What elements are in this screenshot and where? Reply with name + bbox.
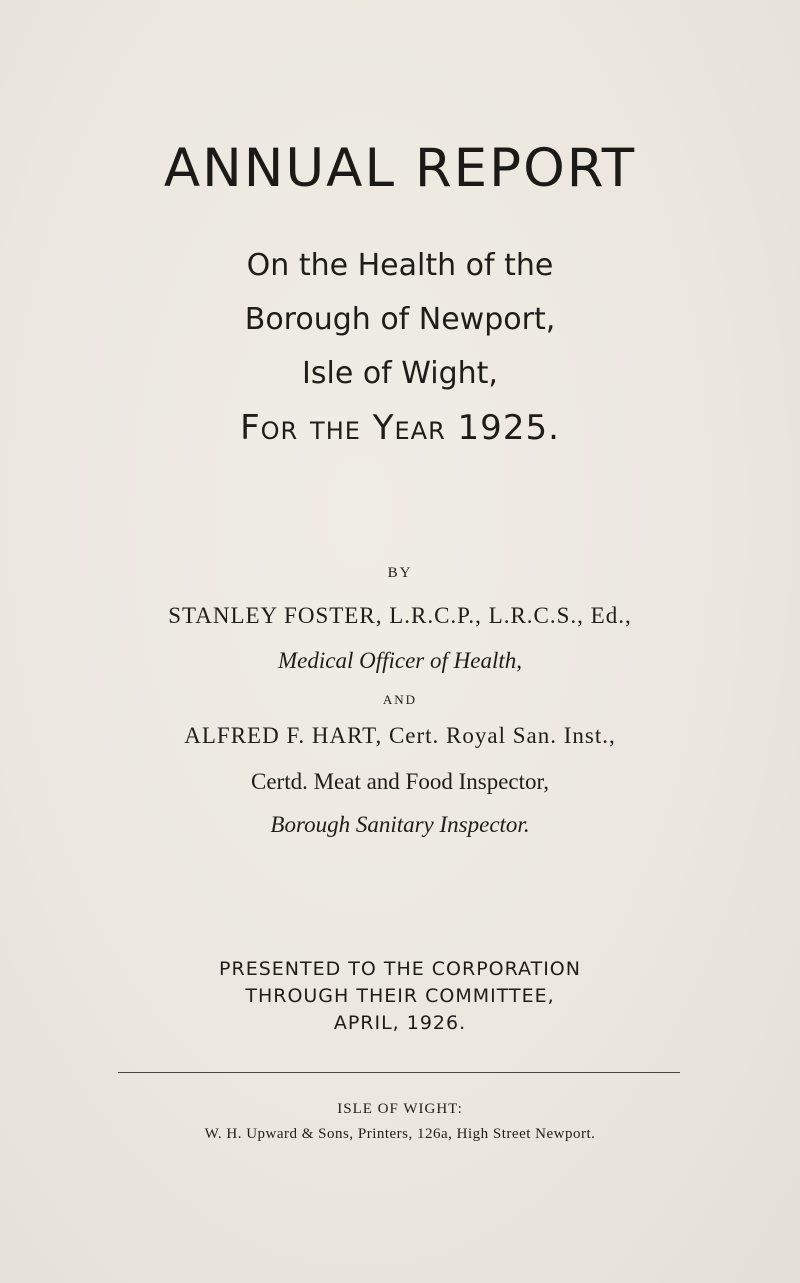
subtitle-line-3: Isle of Wight, bbox=[302, 356, 498, 391]
author-1-name: STANLEY FOSTER, L.R.C.P., L.R.C.S., Ed., bbox=[168, 603, 632, 628]
and-label: AND bbox=[382, 692, 418, 707]
author-1-role: Medical Officer of Health, bbox=[278, 648, 522, 673]
by-label: BY bbox=[387, 565, 413, 581]
presented-line-2: THROUGH THEIR COMMITTEE, bbox=[245, 985, 555, 1007]
divider-rule bbox=[118, 1072, 680, 1073]
presented-date: APRIL, 1926. bbox=[333, 1012, 467, 1034]
printer-imprint: W. H. Upward & Sons, Printers, 126a, High Street Newport. bbox=[204, 1126, 596, 1142]
author-2-name: ALFRED F. HART, Cert. Royal San. Inst., bbox=[184, 723, 616, 748]
report-title: ANNUAL REPORT bbox=[163, 138, 637, 199]
author-2-role: Borough Sanitary Inspector. bbox=[270, 812, 530, 837]
presented-line-1: PRESENTED TO THE CORPORATION bbox=[219, 958, 581, 980]
subtitle-line-2: Borough of Newport, bbox=[244, 302, 556, 337]
author-2-qualification: Certd. Meat and Food Inspector, bbox=[250, 769, 549, 794]
subtitle-year-line: For the Year 1925. bbox=[240, 408, 560, 448]
subtitle-line-1: On the Health of the bbox=[246, 248, 554, 283]
printer-place: ISLE OF WIGHT: bbox=[337, 1101, 463, 1117]
